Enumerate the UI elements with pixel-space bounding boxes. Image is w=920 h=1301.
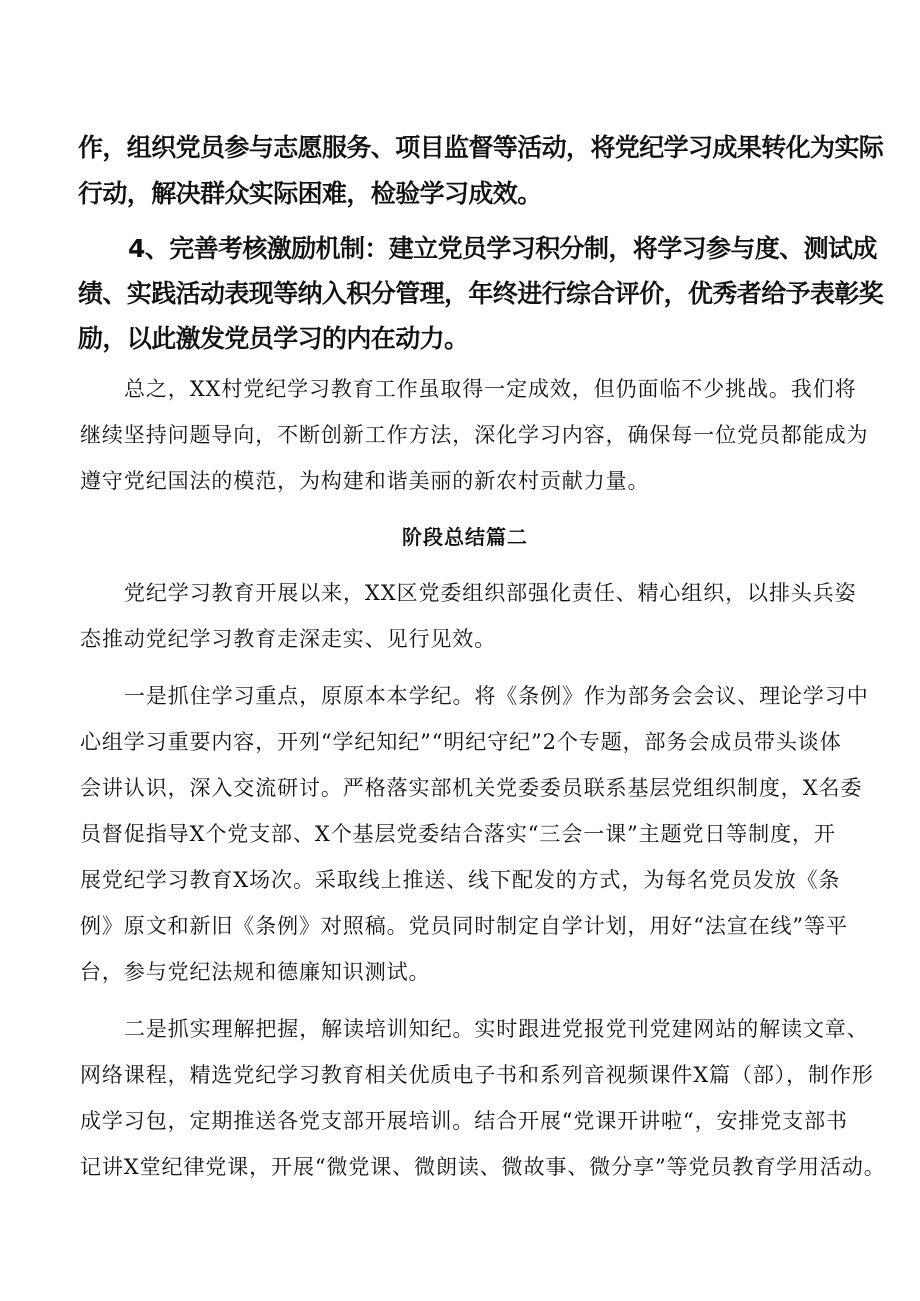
continuation-line-1: 作，组织党员参与志愿服务、项目监督等活动，将党纪学习成果转化为实际 <box>78 133 884 162</box>
point1-line-6: 例》原文和新旧《条例》对照稿。党员同时制定自学计划，用好“法宣在线”等平 <box>80 914 848 938</box>
section-title: 阶段总结篇二 <box>402 525 528 549</box>
point1-line-1: 一是抓住学习重点，原原本本学纪。将《条例》作为部务会会议、理论学习中 <box>124 684 869 708</box>
conclusion-line-3: 遵守党纪国法的模范，为构建和谐美丽的新农村贡献力量。 <box>80 469 650 493</box>
point2-line-3: 成学习包，定期推送各党支部开展培训。结合开展“党课开讲啦“，安排党支部书 <box>80 1109 848 1133</box>
item4-line-3: 励，以此激发党员学习的内在动力。 <box>78 324 469 353</box>
point1-line-5: 展党纪学习教育X场次。采取线上推送、线下配发的方式，为每名党员发放《条 <box>80 868 841 892</box>
point2-line-4: 记讲X堂纪律党课，开展“微党课、微朗读、微故事、微分享”等党员教育学用活动。 <box>80 1155 886 1179</box>
item4-line-1: 4、完善考核激励机制：建立党员学习积分制，将学习参与度、测试成 <box>128 234 877 263</box>
point2-line-1: 二是抓实理解把握，解读培训知纪。实时跟进党报党刊党建网站的解读文章、 <box>124 1017 869 1041</box>
intro-line-1: 党纪学习教育开展以来，XX区党委组织部强化责任、精心组织，以排头兵姿 <box>124 581 857 605</box>
conclusion-line-2: 继续坚持问题导向，不断创新工作方法，深化学习内容，确保每一位党员都能成为 <box>80 423 869 447</box>
conclusion-line-1: 总之，XX村党纪学习教育工作虽取得一定成效，但仍面临不少挑战。我们将 <box>124 377 857 401</box>
item4-line-2: 绩、实践活动表现等纳入积分管理，年终进行综合评价，优秀者给予表彰奖 <box>78 279 884 308</box>
point2-line-2: 网络课程，精选党纪学习教育相关优质电子书和系列音视频课件X篇（部），制作形 <box>80 1063 874 1087</box>
point1-line-4: 员督促指导X个党支部、X个基层党委结合落实“三会一课”主题党日等制度，开 <box>80 822 836 846</box>
point1-line-3: 会讲认识，深入交流研讨。严格落实部机关党委委员联系基层党组织制度，X名委 <box>80 776 863 800</box>
point1-line-2: 心组学习重要内容，开列“学纪知纪”“明纪守纪”2个专题，部务会成员带头谈体 <box>80 730 842 754</box>
point1-line-7: 台，参与党纪法规和德廉知识测试。 <box>80 960 431 984</box>
continuation-line-2: 行动，解决群众实际困难，检验学习成效。 <box>78 179 542 208</box>
intro-line-2: 态推动党纪学习教育走深走实、见行见效。 <box>80 627 497 651</box>
